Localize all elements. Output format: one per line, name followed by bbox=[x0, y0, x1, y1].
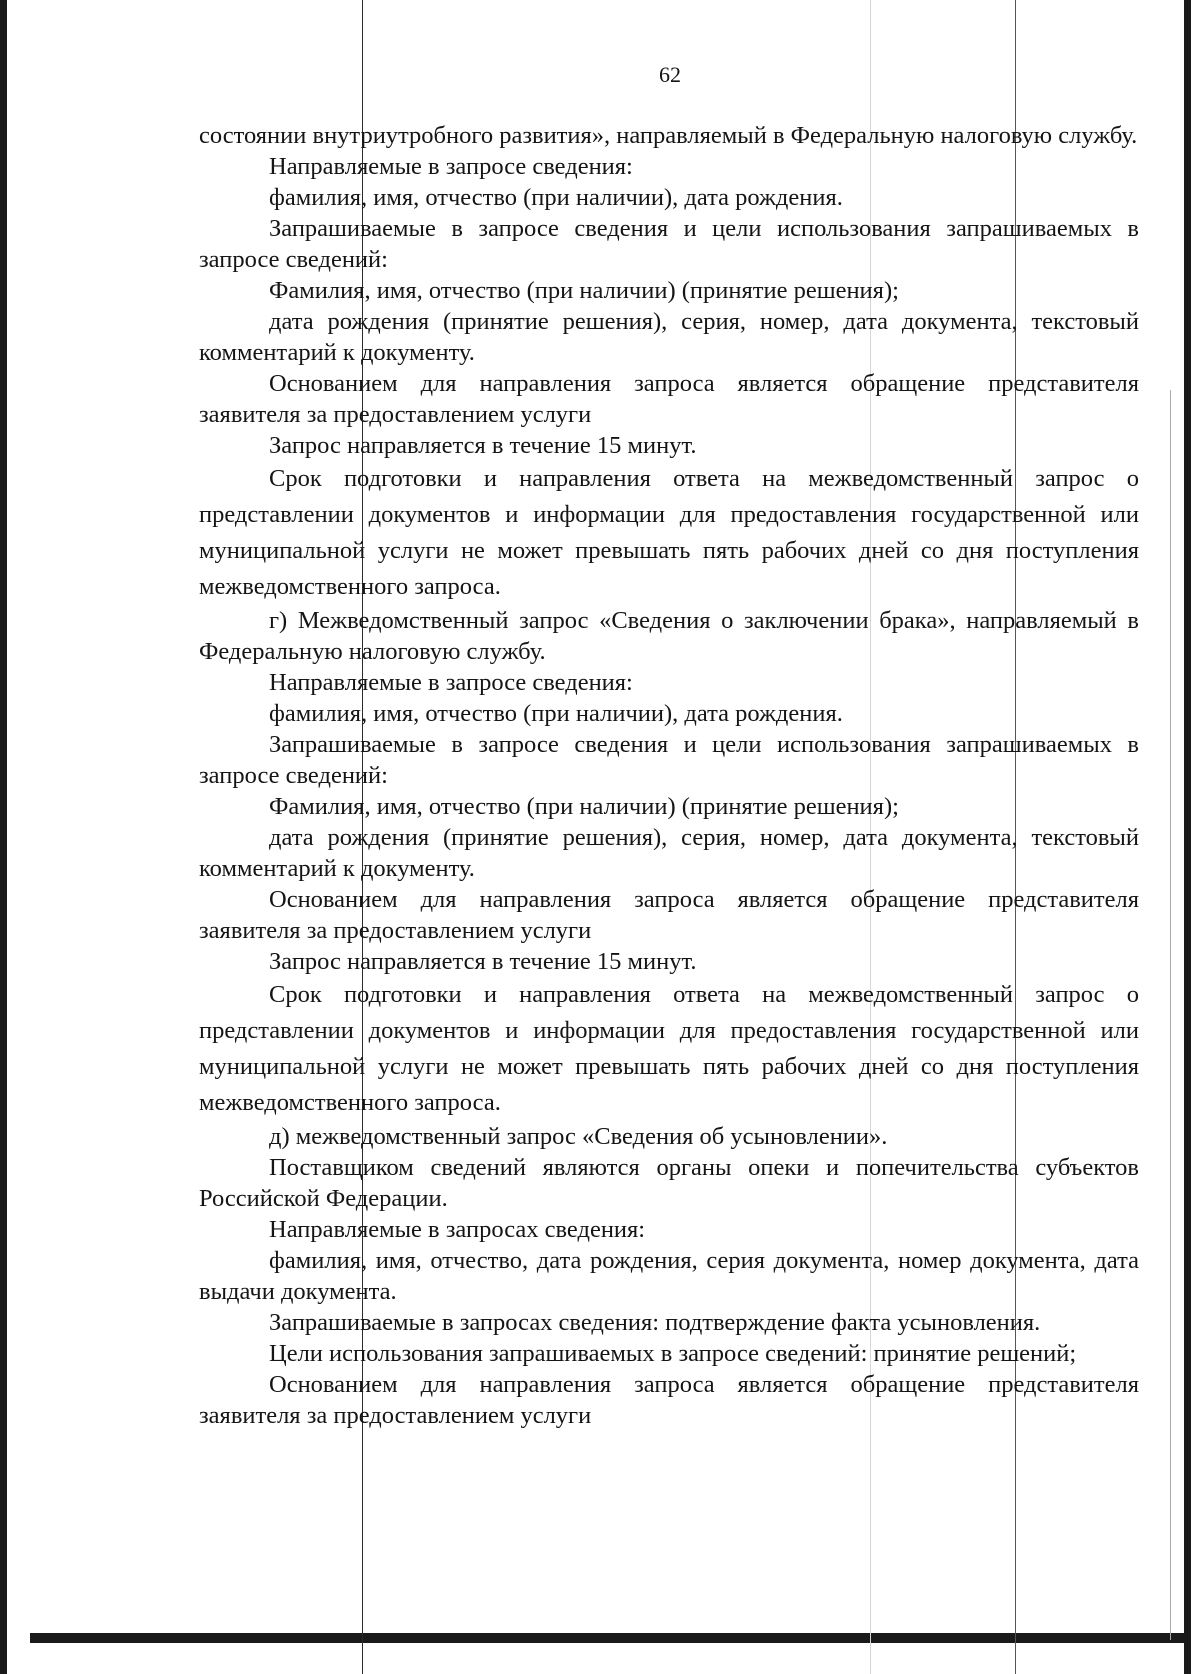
paragraph: Основанием для направления запроса является обращение представителя заявителя за предоставлением услуги bbox=[199, 370, 1139, 428]
page-number: 62 bbox=[659, 62, 681, 87]
paragraph: Запрашиваемые в запросе сведения и цели использования запрашиваемых в запросе сведений: bbox=[199, 731, 1139, 789]
paragraph: Фамилия, имя, отчество (при наличии) (принятие решения); bbox=[269, 277, 899, 304]
scan-edge-bottom bbox=[30, 1633, 1190, 1643]
paragraph: Запрос направляется в течение 15 минут. bbox=[269, 432, 697, 459]
paragraph: Фамилия, имя, отчество (при наличии) (принятие решения); bbox=[269, 793, 899, 820]
paragraph: Запрашиваемые в запросе сведения и цели использования запрашиваемых в запросе сведений: bbox=[199, 215, 1139, 273]
paragraph: Основанием для направления запроса является обращение представителя заявителя за предоставлением услуги bbox=[199, 1371, 1139, 1429]
paragraph: Направляемые в запросах сведения: bbox=[269, 1216, 646, 1243]
paragraph: Направляемые в запросе сведения: bbox=[269, 153, 633, 180]
paragraph: Поставщиком сведений являются органы опеки и попечительства субъектов Российской Федерации. bbox=[199, 1154, 1139, 1212]
paragraph: фамилия, имя, отчество, дата рождения, серия документа, номер документа, дата выдачи документа. bbox=[199, 1247, 1139, 1305]
paragraph: Направляемые в запросе сведения: bbox=[269, 669, 633, 696]
paragraph: Запрашиваемые в запросах сведения: подтверждение факта усыновления. bbox=[269, 1309, 1041, 1336]
paragraph: Цели использования запрашиваемых в запросе сведений: принятие решений; bbox=[269, 1340, 1077, 1367]
document-body bbox=[199, 120, 1139, 1431]
paragraph: фамилия, имя, отчество (при наличии), дата рождения. bbox=[269, 184, 843, 211]
paragraph: дата рождения (принятие решения), серия, номер, дата документа, текстовый комментарий к документу. bbox=[199, 824, 1139, 882]
paragraph: Срок подготовки и направления ответа на межведомственный запрос о представлении документов и информации для предоставления государственной или муниципальной услуги не может превышать пять рабочих дней со дня поступления межведомственного запроса. bbox=[199, 465, 1139, 600]
paragraph: фамилия, имя, отчество (при наличии), дата рождения. bbox=[269, 700, 843, 727]
scan-edge-right bbox=[1184, 0, 1191, 1674]
scan-fold-line bbox=[1170, 390, 1171, 1640]
paragraph: дата рождения (принятие решения), серия, номер, дата документа, текстовый комментарий к документу. bbox=[199, 308, 1139, 366]
paragraph: Основанием для направления запроса является обращение представителя заявителя за предоставлением услуги bbox=[199, 886, 1139, 944]
paragraph: состоянии внутриутробного развития», направляемый в Федеральную налоговую службу. bbox=[199, 122, 1138, 149]
paragraph: Запрос направляется в течение 15 минут. bbox=[269, 948, 697, 975]
paragraph: Срок подготовки и направления ответа на межведомственный запрос о представлении документов и информации для предоставления государственной или муниципальной услуги не может превышать пять рабочих дней со дня поступления межведомственного запроса. bbox=[199, 981, 1139, 1116]
paragraph: г) Межведомственный запрос «Сведения о заключении брака», направляемый в Федеральную налоговую службу. bbox=[199, 607, 1139, 665]
paragraph: д) межведомственный запрос «Сведения об усыновлении». bbox=[269, 1123, 888, 1150]
scan-edge-left bbox=[0, 0, 7, 1674]
